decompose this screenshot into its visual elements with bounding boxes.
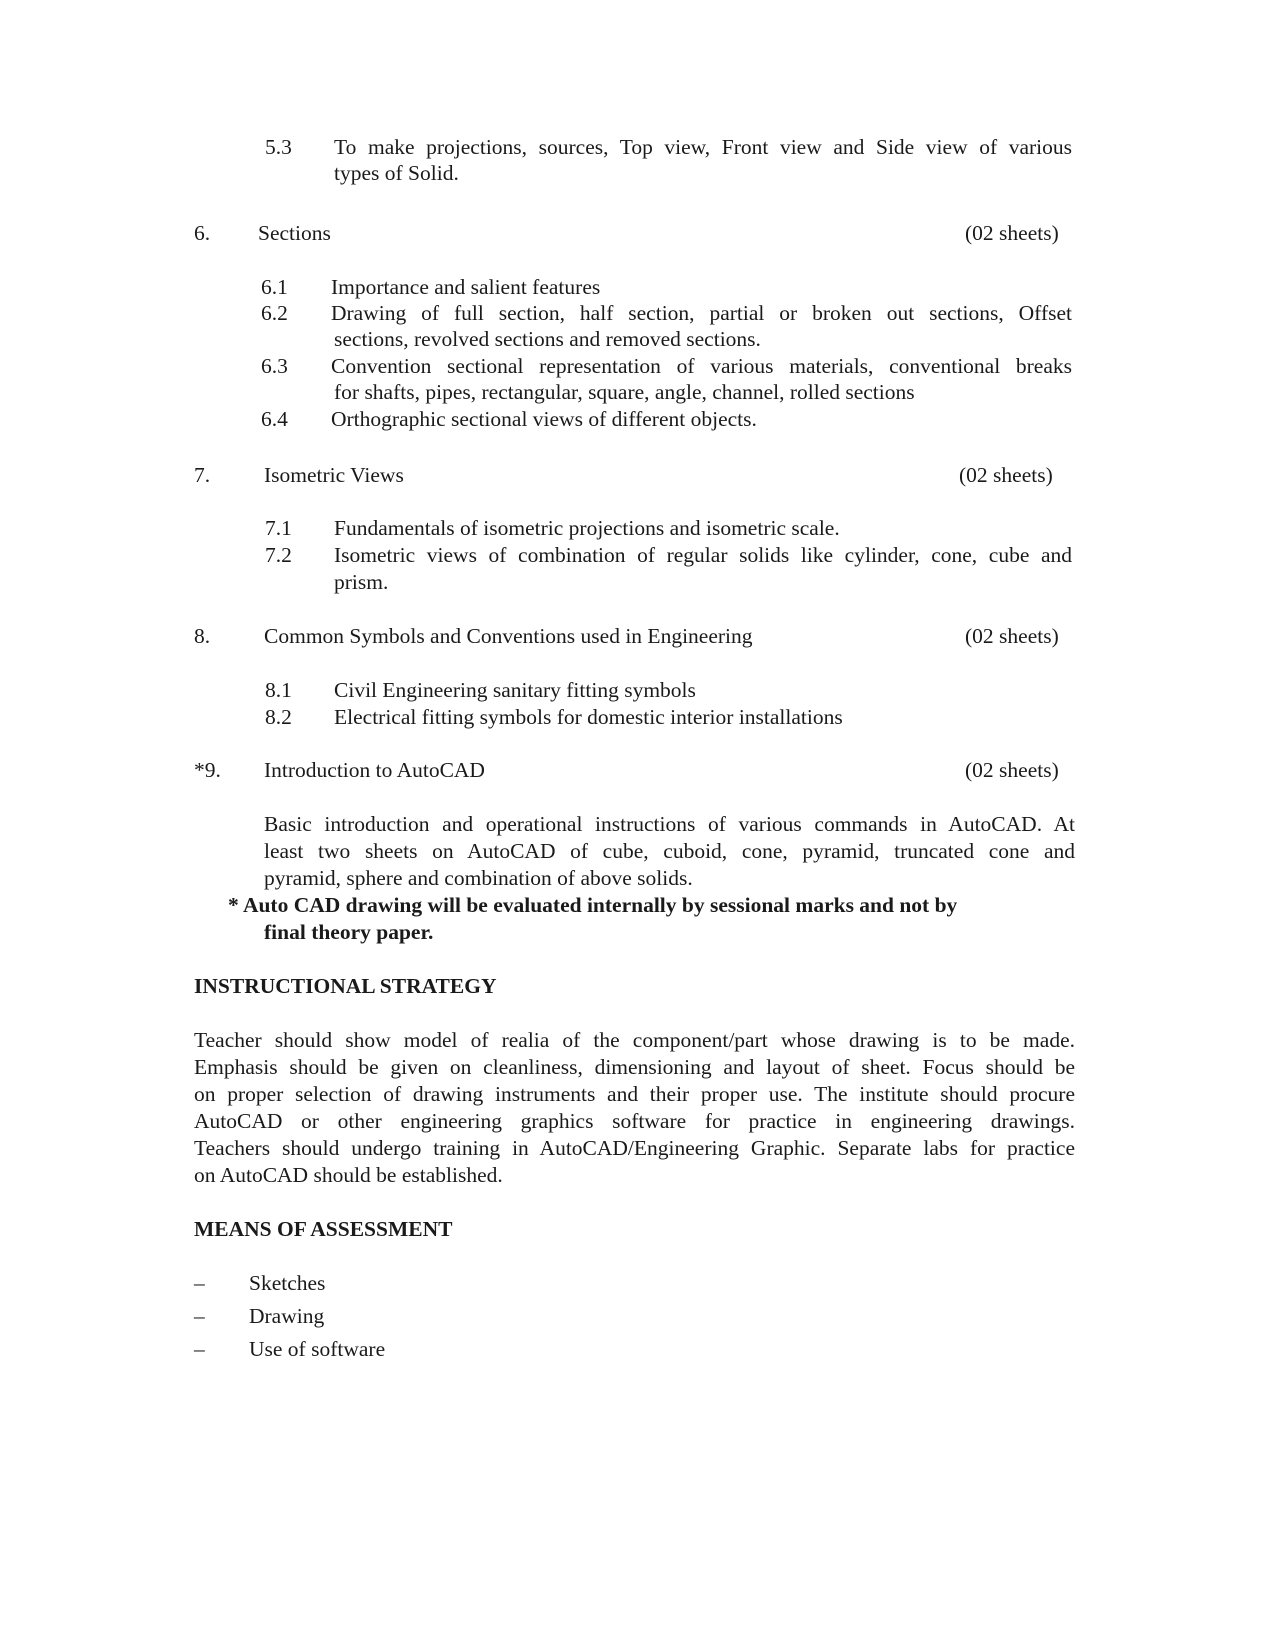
item-text-line: Fundamentals of isometric projections and isometric scale. [334, 516, 840, 540]
item-text-line: types of Solid. [334, 161, 459, 185]
section-number: 8. [194, 624, 211, 648]
item-text-line: Isometric views of combination of regular solids like cylinder, cone, cube and [334, 543, 1072, 567]
section-title: Common Symbols and Conventions used in Engineering [264, 624, 753, 648]
list-item: Sketches [249, 1271, 326, 1295]
item-number: 7.2 [265, 543, 292, 567]
paragraph-line: Emphasis should be given on cleanliness, dimensioning and layout of sheet. Focus should be [194, 1055, 1075, 1079]
bullet-dash: – [194, 1271, 205, 1295]
item-number: 7.1 [265, 516, 292, 540]
section-sheets: (02 sheets) [965, 624, 1059, 648]
item-number: 8.2 [265, 705, 292, 729]
item-text-line: Orthographic sectional views of different objects. [331, 407, 757, 431]
section-sheets: (02 sheets) [965, 758, 1059, 782]
item-text-line: Importance and salient features [331, 275, 601, 299]
section-title: Isometric Views [264, 463, 404, 487]
section-title: Introduction to AutoCAD [264, 758, 485, 782]
section-number: *9. [194, 758, 221, 782]
section-number: 7. [194, 463, 211, 487]
item-text-line: Civil Engineering sanitary fitting symbols [334, 678, 696, 702]
bullet-dash: – [194, 1337, 205, 1361]
paragraph-line: Basic introduction and operational instructions of various commands in AutoCAD. At [264, 812, 1075, 836]
paragraph-line: on AutoCAD should be established. [194, 1163, 503, 1187]
paragraph-line: Teachers should undergo training in AutoCAD/Engineering Graphic. Separate labs for practice [194, 1136, 1075, 1160]
item-number: 6.2 [261, 301, 288, 325]
item-number: 6.4 [261, 407, 288, 431]
section-title: Sections [258, 221, 331, 245]
bullet-dash: – [194, 1304, 205, 1328]
item-text-line: prism. [334, 570, 389, 594]
paragraph-line: AutoCAD or other engineering graphics software for practice in engineering drawings. [194, 1109, 1075, 1133]
section-number: 6. [194, 221, 211, 245]
paragraph-line: on proper selection of drawing instruments and their proper use. The institute should procure [194, 1082, 1075, 1106]
item-text-line: Electrical fitting symbols for domestic interior installations [334, 705, 843, 729]
section-sheets: (02 sheets) [965, 221, 1059, 245]
list-item: Use of software [249, 1337, 386, 1361]
note-line: final theory paper. [264, 920, 434, 944]
item-number: 8.1 [265, 678, 292, 702]
section-sheets: (02 sheets) [959, 463, 1053, 487]
item-number: 6.1 [261, 275, 288, 299]
paragraph-line: pyramid, sphere and combination of above solids. [264, 866, 693, 890]
item-text-line: Drawing of full section, half section, partial or broken out sections, Offset [331, 301, 1072, 325]
item-text-line: for shafts, pipes, rectangular, square, angle, channel, rolled sections [334, 380, 915, 404]
item-text-line: sections, revolved sections and removed sections. [334, 327, 761, 351]
paragraph-line: Teacher should show model of realia of the component/part whose drawing is to be made. [194, 1028, 1075, 1052]
item-number: 6.3 [261, 354, 288, 378]
item-text-line: To make projections, sources, Top view, Front view and Side view of various [334, 135, 1072, 159]
list-item: Drawing [249, 1304, 325, 1328]
item-number: 5.3 [265, 135, 292, 159]
item-text-line: Convention sectional representation of various materials, conventional breaks [331, 354, 1072, 378]
section-heading: MEANS OF ASSESSMENT [194, 1217, 453, 1241]
paragraph-line: least two sheets on AutoCAD of cube, cuboid, cone, pyramid, truncated cone and [264, 839, 1075, 863]
section-heading: INSTRUCTIONAL STRATEGY [194, 974, 497, 998]
note-line: * Auto CAD drawing will be evaluated internally by sessional marks and not by [228, 893, 958, 917]
